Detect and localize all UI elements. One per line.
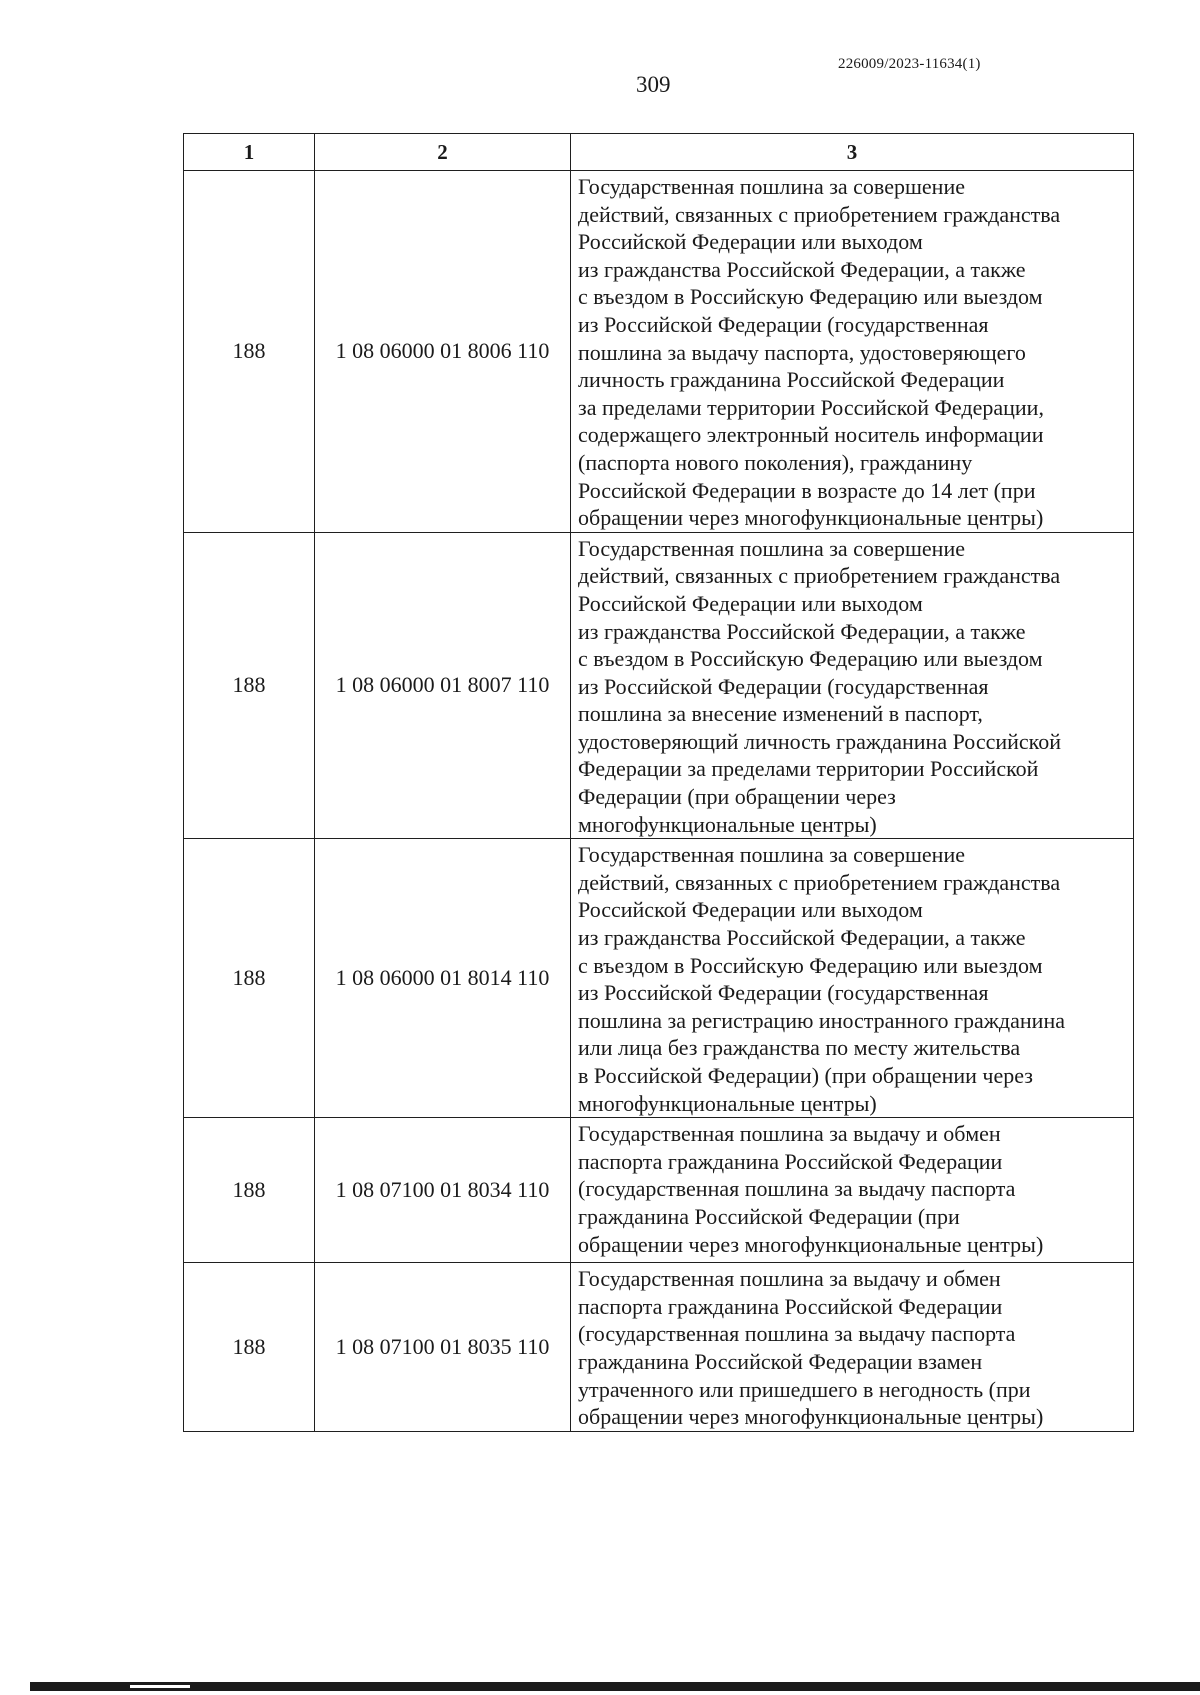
column-header-3: 3 [571,134,1134,171]
page-number: 309 [636,72,671,97]
description-cell: Государственная пошлина за выдачу и обмен паспорта гражданина Российской Федерации (государственная пошлина за выдачу паспорта гражданина Российской Федерации взамен утраченного или пришедшего в негодность (при обращении через многофункциональные центры) [571,1263,1134,1432]
budget-code-cell: 1 08 07100 01 8034 110 [315,1118,571,1263]
table-header [184,134,1134,171]
budget-code-cell: 1 08 06000 01 8006 110 [315,171,571,533]
table-row [184,839,1134,1118]
scan-edge-gap [130,1685,190,1688]
admin-code-cell: 188 [184,171,315,533]
admin-code-cell: 188 [184,1118,315,1263]
description-cell: Государственная пошлина за совершение действий, связанных с приобретением гражданства Российской Федерации или выходом из гражданства Российской Федерации, а также с въездом в Российскую Федерацию или выездом из Российской Федерации (государственная пошлина за регистрацию иностранного гражданина или лица без гражданства по месту жительства в Российской Федерации) (при обращении через многофункциональные центры) [571,839,1134,1118]
budget-code-cell: 1 08 07100 01 8035 110 [315,1263,571,1432]
scan-edge-bar [30,1682,1200,1691]
column-header-2: 2 [315,134,571,171]
description-cell: Государственная пошлина за совершение действий, связанных с приобретением гражданства Российской Федерации или выходом из гражданства Российской Федерации, а также с въездом в Российскую Федерацию или выездом из Российской Федерации (государственная пошлина за выдачу паспорта, удостоверяющего личность гражданина Российской Федерации за пределами территории Российской Федерации, содержащего электронный носитель информации (паспорта нового поколения), гражданину Российской Федерации в возрасте до 14 лет (при обращении через многофункциональные центры) [571,171,1134,533]
budget-code-cell: 1 08 06000 01 8014 110 [315,839,571,1118]
table-row [184,532,1134,839]
fee-table [183,133,1134,1432]
table-body [184,171,1134,1432]
description-cell: Государственная пошлина за выдачу и обмен паспорта гражданина Российской Федерации (государственная пошлина за выдачу паспорта гражданина Российской Федерации (при обращении через многофункциональные центры) [571,1118,1134,1263]
admin-code-cell: 188 [184,532,315,839]
table-row [184,1118,1134,1263]
column-header-1: 1 [184,134,315,171]
admin-code-cell: 188 [184,1263,315,1432]
admin-code-cell: 188 [184,839,315,1118]
header-row [184,134,1134,171]
table-row [184,171,1134,533]
description-cell: Государственная пошлина за совершение действий, связанных с приобретением гражданства Российской Федерации или выходом из гражданства Российской Федерации, а также с въездом в Российскую Федерацию или выездом из Российской Федерации (государственная пошлина за внесение изменений в паспорт, удостоверяющий личность гражданина Российской Федерации за пределами территории Российской Федерации (при обращении через многофункциональные центры) [571,532,1134,839]
table-row [184,1263,1134,1432]
document-reference-number: 226009/2023-11634(1) [838,56,981,72]
budget-code-cell: 1 08 06000 01 8007 110 [315,532,571,839]
